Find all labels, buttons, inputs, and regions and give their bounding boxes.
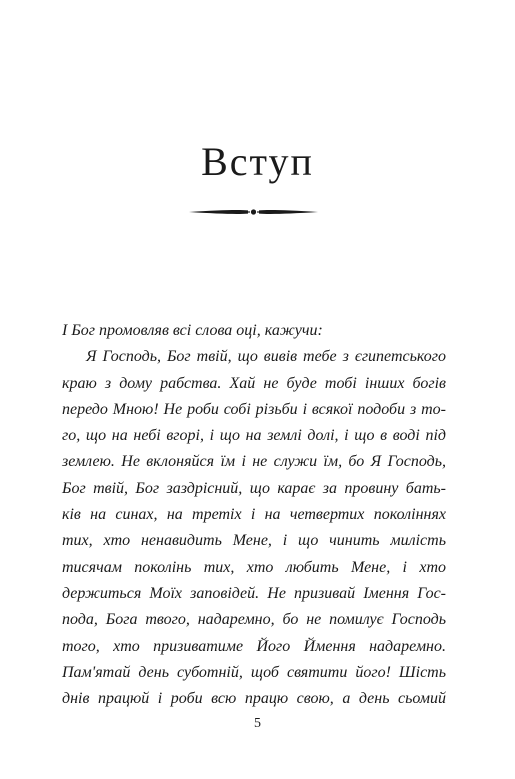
- text-line: днів працюй і роби всю працю свою, а день сьомий: [62, 690, 446, 708]
- text-line: го, що на небі вгорі, і що на землі долі, і що в воді під: [62, 427, 446, 445]
- text-line: краю з дому рабства. Хай не буде тобі інших богів: [62, 374, 446, 392]
- text-line: Бог твій, Бог заздрісний, що карає за провину бать-: [62, 479, 446, 497]
- text-line: передо Мною! Не роби собі різьби і всякої подоби з то-: [62, 400, 446, 418]
- text-line: того, хто призиватиме Його Ймення надаремно.: [62, 637, 446, 655]
- divider-ornament-icon: [188, 205, 319, 219]
- text-line: Я Господь, Бог твій, що вивів тебе з єгипетського: [86, 348, 446, 366]
- text-line: тисячам поколінь тих, хто любить Мене, і хто: [62, 558, 446, 576]
- text-line: пода, Бога твого, надаремно, бо не помилує Господь: [62, 611, 446, 629]
- text-line: ків на синах, на третіх і на четвертих поколіннях: [62, 506, 446, 524]
- text-line: І Бог промовляв всі слова оці, кажучи:: [62, 322, 323, 339]
- text-line: тих, хто ненавидить Мене, і що чинить милість: [62, 532, 446, 550]
- text-line: Пам'ятай день суботній, щоб святити його! Шість: [62, 663, 446, 681]
- text-line: землею. Не вклоняйся їм і не служи їм, бо Я Господь,: [62, 453, 446, 471]
- text-line: держиться Моїх заповідей. Не призивай Імення Гос-: [62, 584, 446, 602]
- body-text: [62, 318, 446, 712]
- page-number: 5: [254, 716, 261, 731]
- page-title: Вступ: [201, 139, 314, 184]
